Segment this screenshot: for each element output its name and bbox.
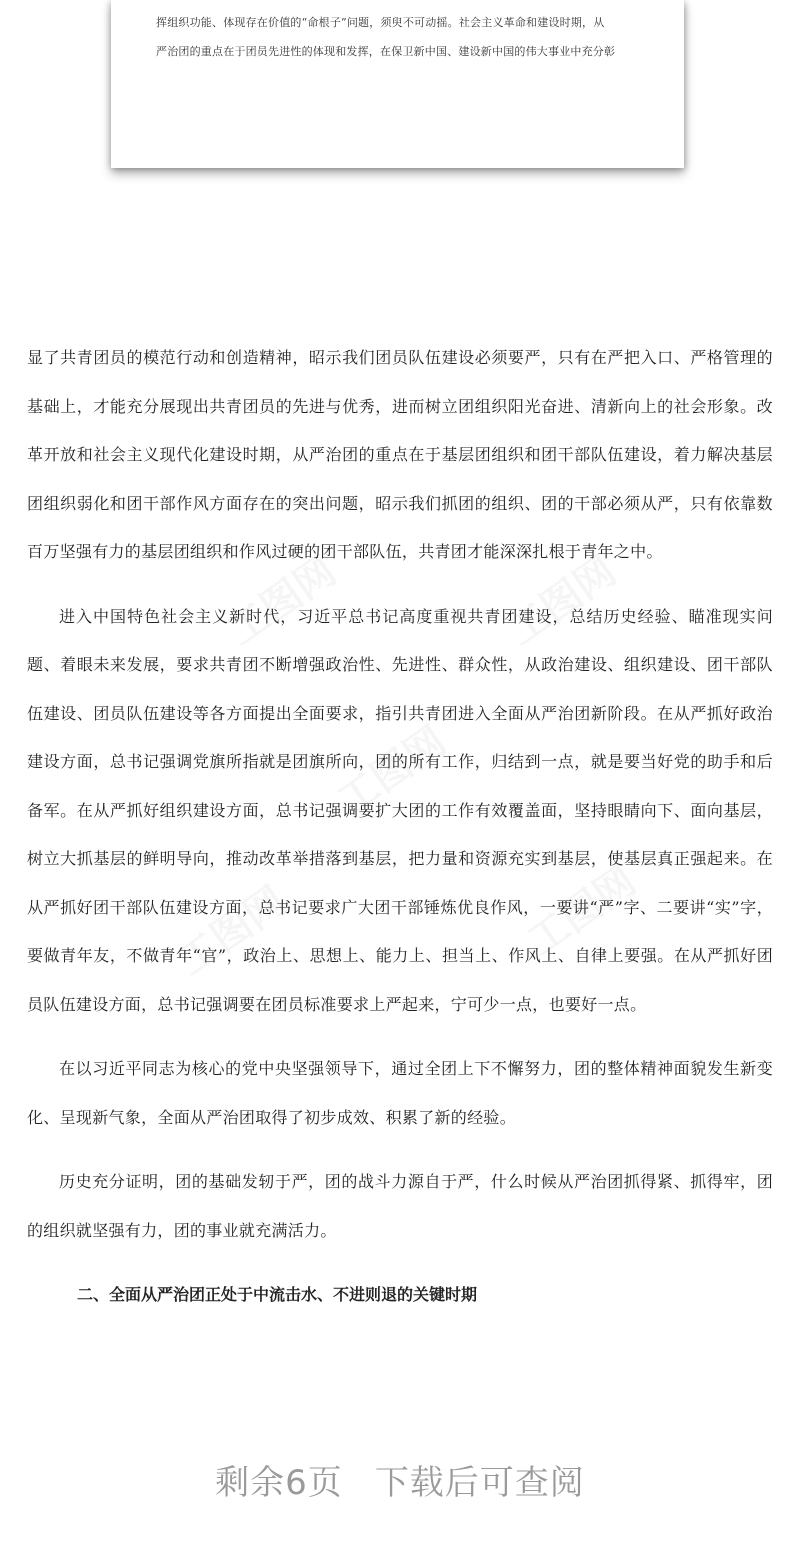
remaining-pages-label: 剩余6页: [215, 1463, 343, 1503]
watermark: 工图网: [519, 858, 645, 965]
section-heading: 二、全面从严治团正处于中流击水、不进则退的关键时期: [77, 1285, 478, 1304]
preview-line: 严治团的重点在于团员先进性的体现和发挥，在保卫新中国、建设新中国的伟大事业中充分彰: [156, 45, 616, 58]
preview-line: 挥组织功能、体现存在价值的“命根子”问题，须臾不可动摇。社会主义革命和建设时期，从: [156, 16, 605, 29]
watermark: 工图网: [219, 548, 345, 655]
download-to-view-label: 下载后可查阅: [374, 1463, 585, 1503]
body-paragraph: 在以习近平同志为核心的党中央坚强领导下，通过全团上下不懈努力，团的整体精神面貌发生新变化、呈现新气象，全面从严治团取得了初步成效、积累了新的经验。: [27, 1059, 773, 1127]
watermark: 工图网: [329, 718, 455, 825]
body-paragraph: 显了共青团员的模范行动和创造精神，昭示我们团员队伍建设必须要严，只有在严把入口、严格管理的基础上，才能充分展现出共青团员的先进与优秀，进而树立团组织阳光奋进、清新向上的社会形象。改革开放和社会主义现代化建设时期，从严治团的重点在于基层团组织和团干部队伍建设，着力解决基层团组织弱化和团干部作风方面存在的突出问题，昭示我们抓团的组织、团的干部必须从严，只有依靠数百万坚强有力的基层团组织和作风过硬的团干部队伍，共青团才能深深扎根于青年之中。: [27, 348, 773, 561]
watermark: 工图网: [499, 548, 625, 655]
body-paragraph: 历史充分证明，团的基础发轫于严，团的战斗力源自于严，什么时候从严治团抓得紧、抓得牢，团的组织就坚强有力，团的事业就充满活力。: [27, 1172, 773, 1240]
document-body: [27, 334, 773, 1319]
download-prompt[interactable]: [0, 1455, 800, 1504]
preview-page-card: [111, 0, 684, 168]
body-paragraph: 进入中国特色社会主义新时代，习近平总书记高度重视共青团建设，总结历史经验、瞄准现实问题、着眼未来发展，要求共青团不断增强政治性、先进性、群众性，从政治建设、组织建设、团干部队伍建设、团员队伍建设等各方面提出全面要求，指引共青团进入全面从严治团新阶段。在从严抓好政治建设方面，总书记强调党旗所指就是团旗所向，团的所有工作，归结到一点，就是要当好党的助手和后备军。在从严抓好组织建设方面，总书记强调要扩大团的工作有效覆盖面，坚持眼睛向下、面向基层，树立大抓基层的鲜明导向，推动改革举措落到基层，把力量和资源充实到基层，使基层真正强起来。在从严抓好团干部队伍建设方面，总书记要求广大团干部锤炼优良作风，一要讲“严”字、二要讲“实”字，要做青年友，不做青年“官”，政治上、思想上、能力上、担当上、作风上、自律上要强。在从严抓好团员队伍建设方面，总书记强调要在团员标准要求上严起来，宁可少一点，也要好一点。: [27, 606, 773, 1014]
watermark: 工图网: [169, 878, 295, 985]
